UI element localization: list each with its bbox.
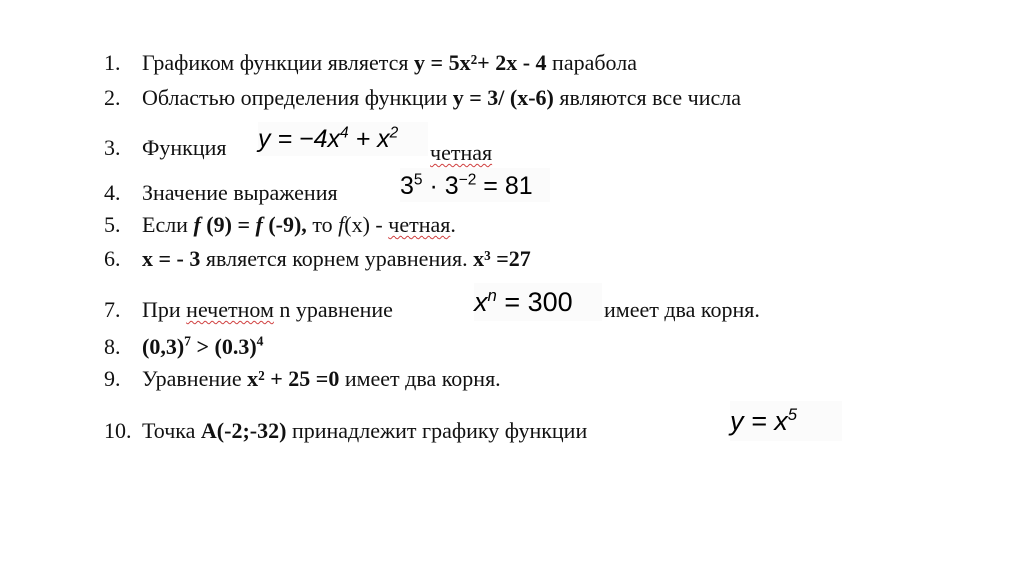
text: являются все числа: [553, 85, 742, 110]
statement-10: [104, 418, 587, 444]
formula: (-9),: [262, 212, 307, 237]
formula: (9) =: [200, 212, 256, 237]
text: имеет два корня.: [339, 366, 501, 391]
item-number: 1.: [104, 50, 121, 75]
item-number: 3.: [104, 135, 121, 160]
item-number: 10.: [104, 418, 132, 443]
item-number: 2.: [104, 85, 121, 110]
formula-part: y = −4x: [258, 125, 340, 153]
exponent: 4: [256, 333, 264, 349]
text: парабола: [546, 50, 637, 75]
formula-part: 3: [400, 172, 414, 200]
text: Если: [142, 212, 194, 237]
formula-part: = 81: [476, 172, 533, 200]
formula-part: · 3: [422, 172, 459, 200]
exponent: 7: [184, 333, 191, 349]
exponent: 5: [413, 171, 423, 189]
exponent: 5: [787, 405, 798, 424]
formula-image: [400, 168, 550, 202]
item-number: 6.: [104, 246, 121, 271]
statement-3: [104, 135, 227, 161]
statement-9: [104, 366, 501, 392]
exponent: n: [487, 286, 497, 305]
function-symbol: f: [255, 212, 263, 237]
item-number: 8.: [104, 334, 121, 359]
item-number: 5.: [104, 212, 121, 237]
statement-6: [104, 246, 531, 272]
statement-5: [104, 212, 456, 238]
text: то: [306, 212, 339, 237]
formula: x = - 3: [142, 246, 201, 271]
text: принадлежит графику функции: [286, 418, 588, 443]
text: Точка: [142, 418, 201, 443]
statement-8: [104, 334, 263, 360]
underlined-word: четная: [430, 140, 493, 165]
formula-part: + x: [348, 125, 390, 153]
exponent: 4: [340, 124, 349, 142]
statement-7: [104, 297, 393, 323]
formula-part: = 300: [496, 287, 573, 317]
formula: А(-2;-32): [200, 418, 287, 443]
text: n уравнение: [273, 297, 393, 322]
formula: > (0.3): [190, 334, 257, 359]
text: Функция: [142, 135, 227, 160]
formula: y = 5x²+ 2x - 4: [414, 50, 547, 75]
formula: x² + 25 =0: [247, 366, 340, 391]
underlined-word: нечетном: [186, 297, 274, 322]
formula: x³ =27: [473, 246, 531, 271]
text: Графиком функции является: [142, 50, 415, 75]
item-number: 7.: [104, 297, 121, 322]
text: является корнем уравнения.: [200, 246, 474, 271]
formula-part: x: [474, 287, 488, 317]
exponent: 2: [389, 124, 399, 142]
function-symbol: f: [338, 212, 345, 237]
formula-part: y = x: [730, 406, 788, 436]
formula-image: [258, 122, 428, 156]
text: Значение выражения: [142, 180, 338, 205]
formula: (0,3): [142, 334, 185, 359]
text: имеет два корня.: [604, 297, 760, 322]
exponent: −2: [458, 171, 477, 189]
text: Областью определения функции: [142, 85, 453, 110]
formula-image: [730, 401, 842, 441]
item-number: 4.: [104, 180, 121, 205]
statement-4: [104, 180, 338, 206]
text: Уравнение: [142, 366, 248, 391]
underlined-word: четная: [388, 212, 451, 237]
statement-1: [104, 50, 637, 76]
text: (x) -: [344, 212, 389, 237]
text: .: [450, 212, 456, 237]
function-symbol: f: [193, 212, 201, 237]
formula-image: [474, 283, 602, 321]
statement-2: [104, 85, 741, 111]
item-number: 9.: [104, 366, 121, 391]
formula: y = 3/ (x-6): [452, 85, 554, 110]
text: При: [142, 297, 187, 322]
